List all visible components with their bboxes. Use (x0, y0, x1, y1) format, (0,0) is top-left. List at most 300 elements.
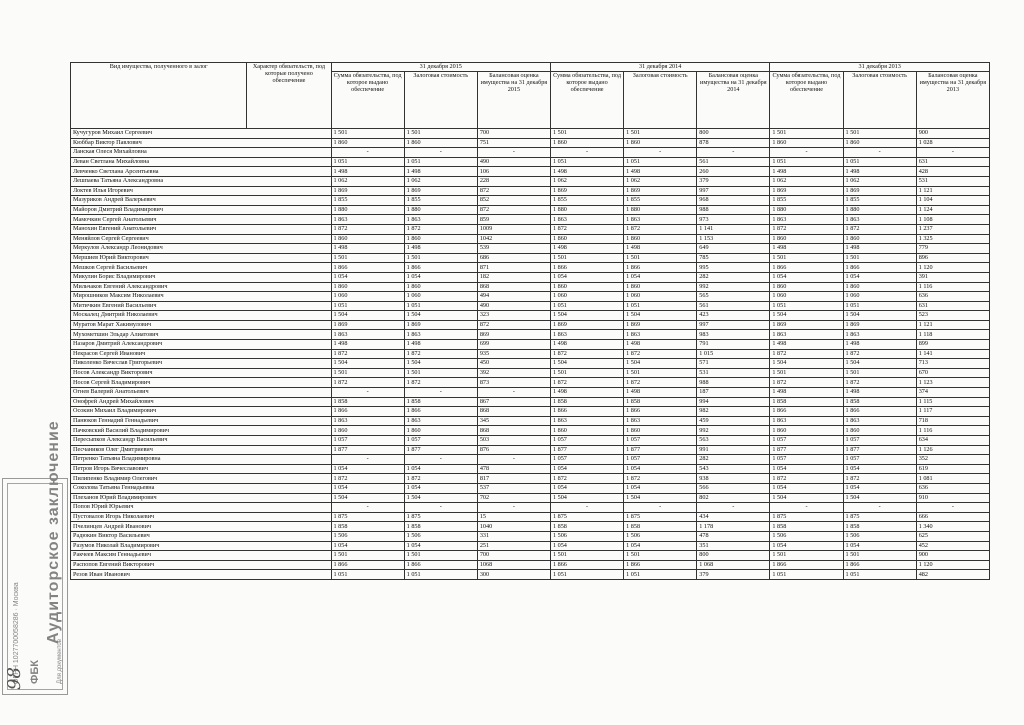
value-cell: 571 (697, 359, 770, 369)
borrower-name-cell: Кучугуров Михаил Сергеевич (71, 129, 332, 139)
value-cell: 1 498 (404, 167, 477, 177)
borrower-name-cell: Носов Александр Викторович (71, 368, 332, 378)
value-cell: 992 (697, 282, 770, 292)
table-row (71, 531, 990, 541)
value-cell: 713 (916, 359, 989, 369)
value-cell: 1 141 (916, 349, 989, 359)
value-cell: - (550, 503, 623, 513)
table-row (71, 215, 990, 225)
value-cell: 625 (916, 531, 989, 541)
value-cell: 1 068 (697, 560, 770, 570)
value-cell: 1 054 (624, 483, 697, 493)
value-cell: 1 860 (404, 234, 477, 244)
header-2015-pledge: Залоговая стоимость (404, 72, 477, 129)
header-property-type: Вид имущества, полученного в залог (71, 63, 247, 129)
value-cell: 631 (916, 157, 989, 167)
value-cell: 1 501 (770, 368, 843, 378)
value-cell: - (697, 148, 770, 158)
value-cell: 1 869 (770, 320, 843, 330)
value-cell: 700 (477, 551, 550, 561)
value-cell: 1 866 (404, 407, 477, 417)
value-cell: 1 858 (624, 397, 697, 407)
value-cell: 282 (697, 272, 770, 282)
value-cell: 982 (697, 407, 770, 417)
value-cell: 1 855 (843, 196, 916, 206)
value-cell: 1 875 (843, 512, 916, 522)
value-cell: 1 863 (770, 416, 843, 426)
value-cell: 995 (697, 263, 770, 273)
value-cell: 1 501 (404, 551, 477, 561)
value-cell: 1 872 (331, 474, 404, 484)
value-cell: 1 872 (843, 224, 916, 234)
header-2015-balance: Балансовая оценка имущества на 31 декабря 2015 (477, 72, 550, 129)
value-cell: 1 858 (843, 397, 916, 407)
value-cell: 1 054 (624, 541, 697, 551)
value-cell: 1 875 (404, 512, 477, 522)
value-cell: - (477, 455, 550, 465)
value-cell: 1 869 (624, 320, 697, 330)
header-year-2013: 31 декабря 2013 (770, 63, 990, 72)
header-2013-balance: Балансовая оценка имущества на 31 декабря 2013 (916, 72, 989, 129)
value-cell: 1 054 (624, 464, 697, 474)
value-cell: 1 060 (404, 292, 477, 302)
value-cell: 1 051 (550, 301, 623, 311)
value-cell: 1 872 (624, 224, 697, 234)
value-cell: 1 504 (770, 359, 843, 369)
borrower-name-cell: Майоров Дмитрий Владимирович (71, 205, 332, 215)
value-cell: 331 (477, 531, 550, 541)
value-cell: 1 875 (624, 512, 697, 522)
value-cell: 1 060 (624, 292, 697, 302)
value-cell: 700 (477, 129, 550, 139)
value-cell: 1 860 (550, 426, 623, 436)
table-header (71, 63, 990, 129)
borrower-name-cell: Леван Светлана Михайловна (71, 157, 332, 167)
header-year-2014: 31 декабря 2014 (550, 63, 769, 72)
value-cell: 867 (477, 397, 550, 407)
value-cell: 1 863 (624, 330, 697, 340)
value-cell: 800 (697, 129, 770, 139)
value-cell: 1 866 (404, 560, 477, 570)
table-row (71, 196, 990, 206)
table-row (71, 522, 990, 532)
value-cell: 1 062 (624, 176, 697, 186)
value-cell: 869 (477, 330, 550, 340)
value-cell: 1 872 (843, 474, 916, 484)
value-cell: 859 (477, 215, 550, 225)
value-cell: 876 (477, 445, 550, 455)
value-cell: 1 866 (843, 263, 916, 273)
borrower-name-cell: Попов Юрий Юрьевич (71, 503, 332, 513)
value-cell: 900 (916, 551, 989, 561)
value-cell: 1 501 (770, 253, 843, 263)
value-cell: 1 504 (770, 311, 843, 321)
value-cell: 1 860 (770, 138, 843, 148)
value-cell: 1 051 (624, 301, 697, 311)
table-row (71, 359, 990, 369)
value-cell: 566 (697, 483, 770, 493)
value-cell: 1 863 (404, 330, 477, 340)
value-cell: - (916, 148, 989, 158)
value-cell: 1 153 (697, 234, 770, 244)
value-cell: 873 (477, 378, 550, 388)
borrower-name-cell: Николенко Вячеслав Григорьевич (71, 359, 332, 369)
value-cell: 785 (697, 253, 770, 263)
value-cell: - (331, 388, 404, 398)
value-cell: 1 858 (331, 397, 404, 407)
value-cell: 1 501 (404, 253, 477, 263)
borrower-name-cell: Разумов Николай Владимирович (71, 541, 332, 551)
header-2014-sum: Сумма обязательства, под которое выдано обеспечение (550, 72, 623, 129)
value-cell: 1 051 (550, 157, 623, 167)
value-cell: 1 860 (404, 138, 477, 148)
stamp-registration: ОГРН 1027700058286 · Москва (13, 582, 20, 684)
value-cell: 1 501 (331, 253, 404, 263)
table-row (71, 474, 990, 484)
table-row (71, 397, 990, 407)
borrower-name-cell: Пустовалов Игорь Николаевич (71, 512, 332, 522)
borrower-name-cell: Манохин Евгений Анатольевич (71, 224, 332, 234)
value-cell: 1 054 (404, 272, 477, 282)
table-row (71, 368, 990, 378)
value-cell: 1 880 (624, 205, 697, 215)
value-cell: 1 872 (843, 349, 916, 359)
borrower-name-cell: Пилипенко Владимир Олегович (71, 474, 332, 484)
value-cell: 1 116 (916, 426, 989, 436)
value-cell: - (843, 503, 916, 513)
borrower-name-cell: Онофрей Андрей Михайлович (71, 397, 332, 407)
value-cell: 1 872 (843, 378, 916, 388)
value-cell: 1 504 (624, 493, 697, 503)
borrower-name-cell: Мамочкин Сергей Анатольевич (71, 215, 332, 225)
value-cell: 1 501 (624, 253, 697, 263)
table-row (71, 253, 990, 263)
value-cell: 1 501 (624, 551, 697, 561)
borrower-name-cell: Ланская Олеся Михайловна (71, 148, 332, 158)
table-row (71, 445, 990, 455)
value-cell: 1 863 (331, 215, 404, 225)
value-cell: 1 863 (843, 215, 916, 225)
table-row (71, 167, 990, 177)
value-cell: 1 860 (550, 234, 623, 244)
table-row (71, 320, 990, 330)
value-cell: 1 060 (843, 292, 916, 302)
value-cell: 1 051 (624, 157, 697, 167)
value-cell: 872 (477, 186, 550, 196)
value-cell: 391 (916, 272, 989, 282)
value-cell: 478 (477, 464, 550, 474)
borrower-name-cell: Мильчаков Евгений Александрович (71, 282, 332, 292)
value-cell: 374 (916, 388, 989, 398)
value-cell: 1 501 (404, 129, 477, 139)
value-cell: 563 (697, 436, 770, 446)
value-cell: 1 501 (331, 368, 404, 378)
value-cell: 1 498 (331, 340, 404, 350)
borrower-name-cell: Радюкин Виктор Васильевич (71, 531, 332, 541)
value-cell: 1 872 (550, 378, 623, 388)
value-cell: 1 504 (550, 359, 623, 369)
value-cell: 1 863 (770, 215, 843, 225)
value-cell: 1 504 (404, 311, 477, 321)
value-cell: 1 057 (770, 455, 843, 465)
borrower-name-cell: Огнев Валерий Анатольевич (71, 388, 332, 398)
value-cell: 631 (916, 301, 989, 311)
value-cell: 1 877 (331, 445, 404, 455)
value-cell: 531 (697, 368, 770, 378)
value-cell: 490 (477, 301, 550, 311)
value-cell: 910 (916, 493, 989, 503)
value-cell: 1 880 (843, 205, 916, 215)
value-cell: 1 869 (331, 320, 404, 330)
value-cell: 1 498 (404, 340, 477, 350)
value-cell: 1 051 (331, 301, 404, 311)
header-2015-sum: Сумма обязательства, под которое выдано обеспечение (331, 72, 404, 129)
value-cell: 1 062 (550, 176, 623, 186)
value-cell: 1 860 (843, 234, 916, 244)
value-cell: 852 (477, 196, 550, 206)
value-cell: 1 504 (404, 493, 477, 503)
value-cell: 1 872 (404, 378, 477, 388)
value-cell: 1 178 (697, 522, 770, 532)
table-row (71, 407, 990, 417)
value-cell: 1068 (477, 560, 550, 570)
value-cell: 1 506 (624, 531, 697, 541)
borrower-name-cell: Мешков Сергей Васильевич (71, 263, 332, 273)
value-cell: 15 (477, 512, 550, 522)
value-cell: 1 863 (331, 416, 404, 426)
value-cell: 1 869 (843, 320, 916, 330)
borrower-name-cell: Мирошников Максим Николаевич (71, 292, 332, 302)
value-cell: 1 855 (624, 196, 697, 206)
value-cell: 973 (697, 215, 770, 225)
value-cell: - (404, 503, 477, 513)
value-cell: 379 (697, 570, 770, 580)
value-cell: 1 860 (624, 282, 697, 292)
value-cell: 1 054 (770, 272, 843, 282)
table-row (71, 493, 990, 503)
value-cell: 1 872 (550, 474, 623, 484)
value-cell: 1 866 (404, 263, 477, 273)
value-cell: 1 060 (331, 292, 404, 302)
value-cell: 1040 (477, 522, 550, 532)
auditor-stamp (2, 420, 68, 695)
table-row (71, 129, 990, 139)
value-cell: 345 (477, 416, 550, 426)
value-cell: 1 118 (916, 330, 989, 340)
value-cell: 1042 (477, 234, 550, 244)
value-cell: 871 (477, 263, 550, 273)
value-cell: 1 051 (843, 570, 916, 580)
value-cell: 1 858 (843, 522, 916, 532)
value-cell: 106 (477, 167, 550, 177)
value-cell: 817 (477, 474, 550, 484)
value-cell: 791 (697, 340, 770, 350)
value-cell: 1 054 (404, 464, 477, 474)
value-cell: 1 054 (331, 541, 404, 551)
value-cell: 1 051 (843, 157, 916, 167)
header-2013-sum: Сумма обязательства, под которое выдано обеспечение (770, 72, 843, 129)
table-row (71, 292, 990, 302)
value-cell: 352 (916, 455, 989, 465)
value-cell: 988 (697, 378, 770, 388)
value-cell: 1 880 (404, 205, 477, 215)
value-cell: 1 863 (624, 215, 697, 225)
header-obligation-character: Характер обязательств, под которые получено обеспечение (247, 63, 331, 129)
value-cell: 699 (477, 340, 550, 350)
value-cell: 1 506 (770, 531, 843, 541)
value-cell: 878 (697, 138, 770, 148)
value-cell: 1 860 (770, 426, 843, 436)
value-cell: 1 062 (843, 176, 916, 186)
value-cell: 450 (477, 359, 550, 369)
value-cell: 1 498 (624, 388, 697, 398)
value-cell: 1 501 (550, 551, 623, 561)
value-cell: 1 506 (550, 531, 623, 541)
value-cell: - (477, 148, 550, 158)
value-cell: 1 858 (404, 522, 477, 532)
value-cell: 1 051 (770, 301, 843, 311)
value-cell: 1 866 (843, 560, 916, 570)
value-cell: 1 054 (770, 541, 843, 551)
value-cell: 779 (916, 244, 989, 254)
table-row (71, 205, 990, 215)
value-cell: 1 860 (624, 426, 697, 436)
value-cell: 1 054 (624, 272, 697, 282)
table-row (71, 330, 990, 340)
value-cell: 1 501 (550, 368, 623, 378)
borrower-name-cell: Панюков Геннадий Геннадьевич (71, 416, 332, 426)
value-cell: 1 057 (550, 455, 623, 465)
value-cell: 1 872 (331, 378, 404, 388)
value-cell: 251 (477, 541, 550, 551)
value-cell: 670 (916, 368, 989, 378)
value-cell: 1 872 (550, 224, 623, 234)
value-cell: 1 860 (550, 138, 623, 148)
borrower-name-cell: Кюббар Виктор Павлович (71, 138, 332, 148)
value-cell: 1 057 (624, 455, 697, 465)
value-cell: 1 051 (331, 570, 404, 580)
value-cell: 1 872 (770, 378, 843, 388)
value-cell: 478 (697, 531, 770, 541)
value-cell: 1 498 (770, 244, 843, 254)
value-cell: - (331, 455, 404, 465)
value-cell: 1 869 (624, 186, 697, 196)
value-cell: 1 051 (404, 157, 477, 167)
borrower-name-cell: Плеханов Юрий Владимирович (71, 493, 332, 503)
value-cell: 1 872 (404, 224, 477, 234)
value-cell: 1 863 (624, 416, 697, 426)
value-cell: 1 060 (770, 292, 843, 302)
value-cell: 1 869 (843, 186, 916, 196)
value-cell: 1 498 (624, 167, 697, 177)
borrower-name-cell: Митичкин Евгений Васильевич (71, 301, 332, 311)
borrower-name-cell: Назаров Дмитрий Александрович (71, 340, 332, 350)
value-cell: - (477, 388, 550, 398)
value-cell: 1 498 (624, 244, 697, 254)
borrower-name-cell: Пчелинцев Андрей Иванович (71, 522, 332, 532)
value-cell: 1 054 (331, 464, 404, 474)
value-cell: 1 506 (404, 531, 477, 541)
value-cell: 899 (916, 340, 989, 350)
value-cell: 1 880 (331, 205, 404, 215)
value-cell: 523 (916, 311, 989, 321)
value-cell: 1 504 (331, 359, 404, 369)
value-cell: 1 855 (331, 196, 404, 206)
value-cell: 1 054 (550, 483, 623, 493)
value-cell: 1 880 (770, 205, 843, 215)
value-cell: 1 504 (331, 493, 404, 503)
value-cell: - (331, 148, 404, 158)
value-cell: 1 863 (843, 330, 916, 340)
value-cell: - (916, 503, 989, 513)
value-cell: 1 498 (404, 244, 477, 254)
value-cell: 1 054 (770, 483, 843, 493)
value-cell: 1 872 (404, 474, 477, 484)
value-cell: 351 (697, 541, 770, 551)
value-cell: 1 858 (770, 522, 843, 532)
value-cell: 1 123 (916, 378, 989, 388)
value-cell: 1 120 (916, 263, 989, 273)
value-cell: 1 875 (550, 512, 623, 522)
value-cell: 561 (697, 157, 770, 167)
value-cell: 300 (477, 570, 550, 580)
value-cell: 1 866 (550, 407, 623, 417)
value-cell: 1 115 (916, 397, 989, 407)
value-cell: 983 (697, 330, 770, 340)
value-cell: 1 858 (550, 397, 623, 407)
value-cell: 1 498 (550, 167, 623, 177)
value-cell: 1 498 (624, 340, 697, 350)
value-cell: 1 504 (624, 311, 697, 321)
value-cell: 1 501 (770, 551, 843, 561)
value-cell: 802 (697, 493, 770, 503)
value-cell: 1 015 (697, 349, 770, 359)
value-cell: 1 325 (916, 234, 989, 244)
borrower-name-cell: Пачковский Василий Владимирович (71, 426, 332, 436)
value-cell: 1 054 (404, 541, 477, 551)
value-cell: 994 (697, 397, 770, 407)
borrower-name-cell: Левченко Светлана Арсентьевна (71, 167, 332, 177)
table-row (71, 541, 990, 551)
value-cell: 1 501 (843, 253, 916, 263)
value-cell: - (624, 503, 697, 513)
value-cell: 636 (916, 483, 989, 493)
value-cell: 1 498 (331, 167, 404, 177)
table-row (71, 301, 990, 311)
value-cell: 490 (477, 157, 550, 167)
value-cell: 1 121 (916, 186, 989, 196)
borrower-name-cell: Мухометшин Эльдар Алиатович (71, 330, 332, 340)
value-cell: 1 875 (331, 512, 404, 522)
value-cell: 1 054 (331, 483, 404, 493)
value-cell: 872 (477, 320, 550, 330)
value-cell: 1 872 (404, 349, 477, 359)
value-cell: 1009 (477, 224, 550, 234)
value-cell: 1 858 (624, 522, 697, 532)
value-cell: 1 062 (770, 176, 843, 186)
value-cell: 1 504 (404, 359, 477, 369)
value-cell: 1 054 (843, 541, 916, 551)
value-cell: 1 866 (624, 560, 697, 570)
value-cell: 935 (477, 349, 550, 359)
value-cell: 991 (697, 445, 770, 455)
value-cell: 1 858 (331, 522, 404, 532)
value-cell: 1 124 (916, 205, 989, 215)
value-cell: 1 498 (843, 340, 916, 350)
value-cell: 1 872 (550, 349, 623, 359)
value-cell: 1 869 (404, 320, 477, 330)
value-cell: - (550, 148, 623, 158)
